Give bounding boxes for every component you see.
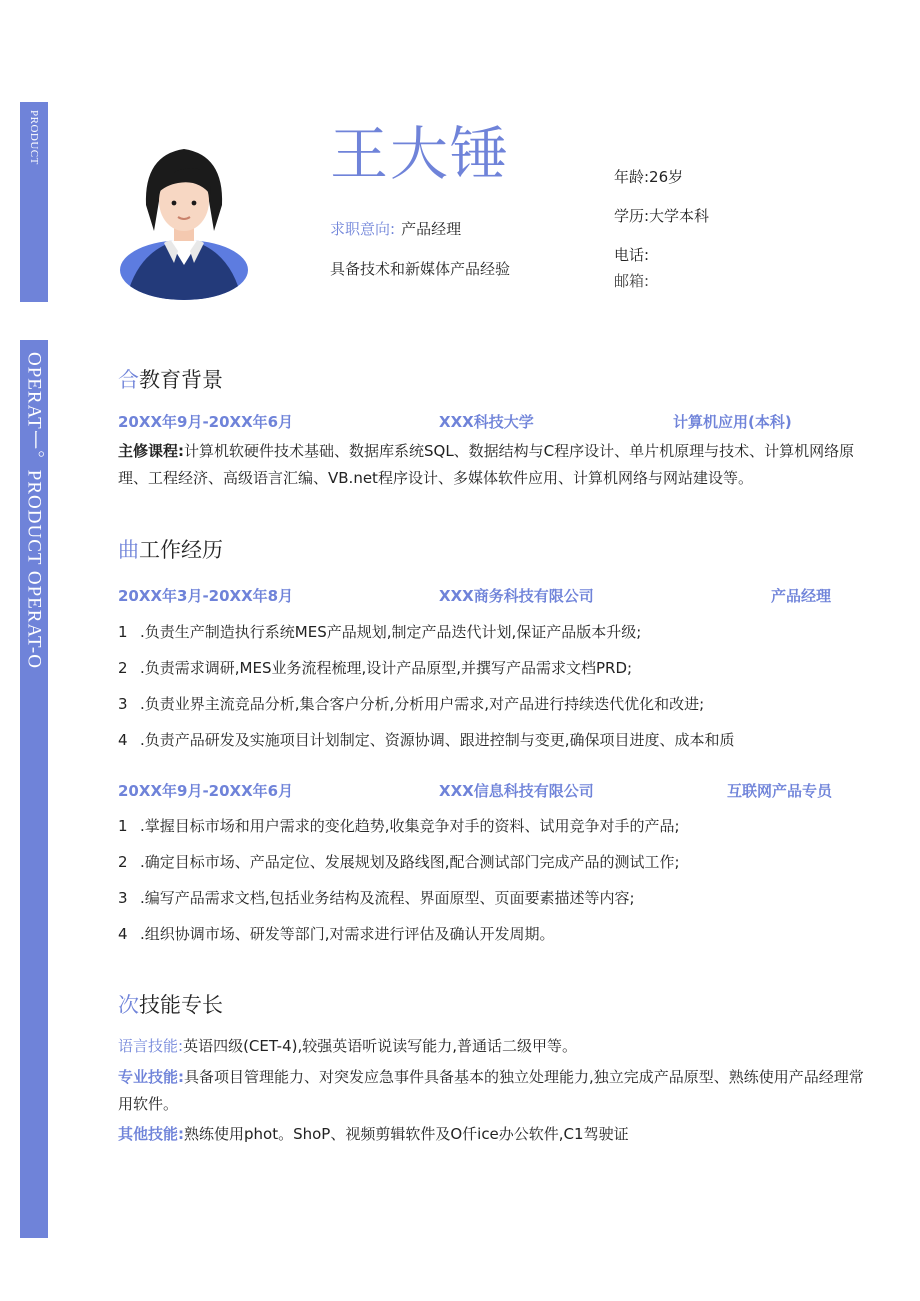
- skill-pro-label: 专业技能:: [118, 1068, 184, 1086]
- skill-professional: [118, 1064, 870, 1118]
- sidebar-top-bar: [20, 102, 48, 302]
- job-duty-item: [118, 851, 680, 872]
- education-period: 20XX年9月-20XX年6月: [118, 413, 294, 431]
- duty-number: 1: [118, 817, 128, 835]
- work-section-title: [118, 534, 223, 564]
- skill-language-text: 英语四级(CET-4),较强英语听说读写能力,普通话二级甲等。: [183, 1037, 577, 1055]
- sidebar-top-text: PRODUCT: [28, 110, 40, 165]
- skill-other: [118, 1121, 870, 1148]
- duty-text: .编写产品需求文档,包括业务结构及流程、界面原型、页面要素描述等内容;: [140, 889, 635, 907]
- email-field-text: 邮箱:: [614, 272, 650, 290]
- skills-section-title: [118, 989, 223, 1019]
- avatar: [118, 135, 250, 300]
- job-period: 20XX年9月-20XX年6月: [118, 782, 294, 800]
- courses-text: 计算机软硬件技术基础、数据库系统SQL、数据结构与C程序设计、单片机原理与技术、计算机网络原理、工程经济、高级语言汇编、VB.net程序设计、多媒体软件应用、计算机网络与网站建设等。: [118, 442, 855, 487]
- education-school: XXX科技大学: [439, 413, 534, 431]
- duty-number: 2: [118, 853, 128, 871]
- duty-text: .负责业界主流竞品分析,集合客户分析,分析用户需求,对产品进行持续迭代优化和改进;: [140, 695, 705, 713]
- job-duty-item: [118, 693, 704, 714]
- sidebar-bottom-bar: [20, 340, 48, 1238]
- skill-other-text: 熟练使用phot。ShoP、视频剪辑软件及O仟ice办公软件,C1驾驶证: [184, 1125, 629, 1143]
- duty-text: .确定目标市场、产品定位、发展规划及路线图,配合测试部门完成产品的测试工作;: [140, 853, 680, 871]
- duty-text: .负责需求调研,MES业务流程梳理,设计产品原型,并撰写产品需求文档PRD;: [140, 659, 633, 677]
- skills-title-text: 技能专长: [139, 993, 223, 1017]
- skill-other-label: 其他技能:: [118, 1125, 184, 1143]
- duty-number: 4: [118, 731, 128, 749]
- skills-title-glyph: 次: [118, 993, 139, 1017]
- duty-text: .掌握目标市场和用户需求的变化趋势,收集竞争对手的资料、试用竞争对手的产品;: [140, 817, 680, 835]
- job-intent-label: 求职意向:: [330, 220, 396, 238]
- job-role: 互联网产品专员: [727, 782, 833, 800]
- job-duty-item: [118, 657, 632, 678]
- work-title-text: 工作经历: [139, 538, 223, 562]
- duty-number: 1: [118, 623, 128, 641]
- job-role: 产品经理: [771, 587, 832, 605]
- job-company: XXX商务科技有限公司: [439, 587, 594, 605]
- education-section-title: [118, 364, 223, 394]
- duty-number: 3: [118, 889, 128, 907]
- age-field: 年龄:26岁: [614, 168, 684, 186]
- job-duty-item: [118, 621, 641, 642]
- job-company: XXX信息科技有限公司: [439, 782, 594, 800]
- education-title-text: 教育背景: [139, 368, 223, 392]
- duty-number: 3: [118, 695, 128, 713]
- duty-number: 2: [118, 659, 128, 677]
- job-duty-item: [118, 729, 735, 750]
- phone-field: 电话:: [614, 246, 650, 264]
- resume-name: 王大锤: [330, 120, 511, 188]
- job-duty-item: [118, 887, 635, 908]
- job-intent-value: 产品经理: [401, 220, 462, 238]
- education-courses: [118, 438, 870, 492]
- courses-label: 主修课程:: [118, 442, 184, 460]
- education-field: 学历:大学本科: [614, 207, 710, 225]
- job-period: 20XX年3月-20XX年8月: [118, 587, 294, 605]
- duty-text: .负责产品研发及实施项目计划制定、资源协调、跟进控制与变更,确保项目进度、成本和质: [140, 731, 735, 749]
- avatar-illustration: [118, 135, 250, 300]
- job-duty-item: [118, 923, 555, 944]
- duty-text: .组织协调市场、研发等部门,对需求进行评估及确认开发周期。: [140, 925, 555, 943]
- skill-language-label: 语言技能:: [118, 1037, 184, 1055]
- job-intent: [330, 218, 461, 239]
- duty-number: 4: [118, 925, 128, 943]
- education-title-glyph: 合: [118, 368, 139, 392]
- skill-language: [118, 1033, 870, 1060]
- sidebar-bottom-text: OPERAT丨。PRODUCT OPERAT-O: [23, 352, 45, 669]
- skill-pro-text: 具备项目管理能力、对突发应急事件具备基本的独立处理能力,独立完成产品原型、熟练使用产品经理常用软件。: [118, 1068, 864, 1113]
- duty-text: .负责生产制造执行系统MES产品规划,制定产品迭代计划,保证产品版本升级;: [140, 623, 642, 641]
- tagline: 具备技术和新媒体产品经验: [330, 260, 511, 278]
- work-title-glyph: 曲: [118, 538, 139, 562]
- education-major: 计算机应用(本科): [673, 413, 792, 431]
- email-field-clipped: [614, 272, 674, 290]
- job-duty-item: [118, 815, 680, 836]
